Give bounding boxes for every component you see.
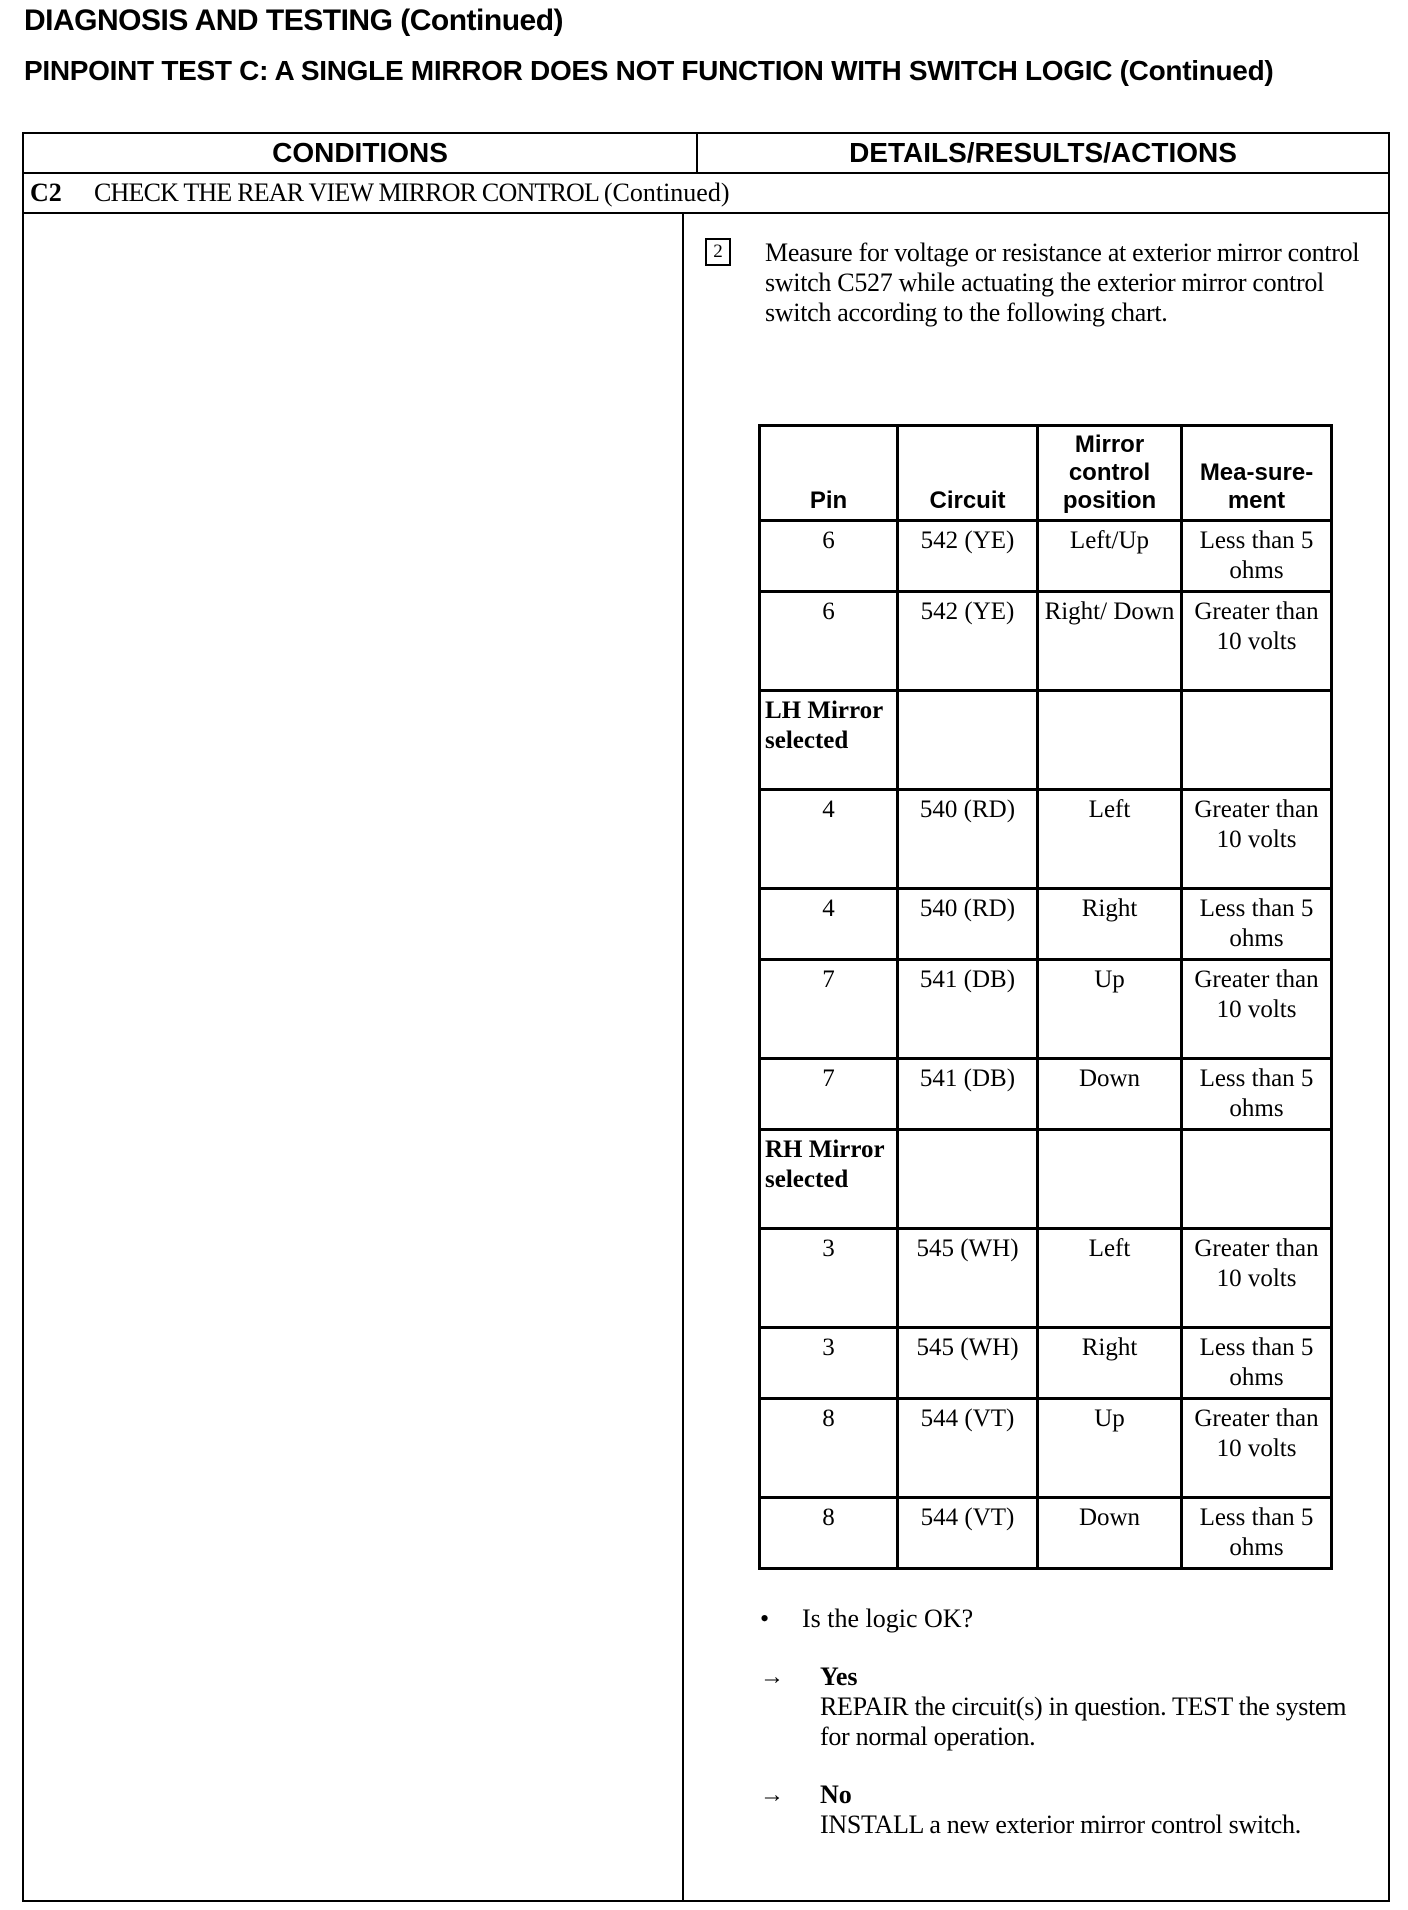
pin-cell: 7	[760, 1059, 898, 1130]
step-row	[24, 174, 1388, 214]
answer-label: No	[820, 1780, 852, 1809]
substep-instruction: Measure for voltage or resistance at exterior mirror control switch C527 while actuating the exterior mirror control switch according to the following chart.	[765, 238, 1360, 327]
circuit-cell: 541 (DB)	[898, 960, 1038, 1059]
section-label-cell: LH Mirror selected	[760, 691, 898, 790]
circuit-cell: 542 (YE)	[898, 521, 1038, 592]
circuit-cell: 545 (WH)	[898, 1229, 1038, 1328]
chart-row	[760, 1498, 1332, 1569]
pin-cell: 3	[760, 1229, 898, 1328]
position-cell: Right	[1038, 1328, 1182, 1399]
measurement-cell: Less than 5 ohms	[1182, 889, 1332, 960]
pin-cell: 4	[760, 790, 898, 889]
step-title	[94, 174, 730, 212]
measurement-cell: Greater than 10 volts	[1182, 1229, 1332, 1328]
measurement-cell: Less than 5 ohms	[1182, 1059, 1332, 1130]
circuit-cell: 540 (RD)	[898, 790, 1038, 889]
answer-label: Yes	[820, 1662, 858, 1691]
empty-cell	[898, 1130, 1038, 1229]
position-cell: Left/Up	[1038, 521, 1182, 592]
measurement-cell: Greater than 10 volts	[1182, 1399, 1332, 1498]
position-cell: Left	[1038, 1229, 1182, 1328]
arrow-right-icon: →	[760, 1664, 784, 1690]
chart-header-row	[760, 426, 1332, 521]
circuit-cell: 541 (DB)	[898, 1059, 1038, 1130]
pin-cell: 4	[760, 889, 898, 960]
pin-cell: 8	[760, 1498, 898, 1569]
measurement-cell: Less than 5 ohms	[1182, 521, 1332, 592]
circuit-cell: 544 (VT)	[898, 1498, 1038, 1569]
position-cell: Down	[1038, 1059, 1182, 1130]
position-cell: Up	[1038, 1399, 1182, 1498]
chart-section-row	[760, 1130, 1332, 1229]
pin-cell: 6	[760, 592, 898, 691]
details-column-header: DETAILS/RESULTS/ACTIONS	[849, 137, 1237, 168]
chart-row	[760, 889, 1332, 960]
chart-header-measurement: Mea-sure-ment	[1182, 426, 1332, 521]
pin-cell: 6	[760, 521, 898, 592]
empty-cell	[1038, 691, 1182, 790]
conditions-column	[24, 214, 684, 1900]
measurement-cell: Greater than 10 volts	[1182, 960, 1332, 1059]
chart-header-pin: Pin	[760, 426, 898, 521]
empty-cell	[1182, 1130, 1332, 1229]
pin-cell: 3	[760, 1328, 898, 1399]
chart-row	[760, 1399, 1332, 1498]
empty-cell	[1182, 691, 1332, 790]
section-label-cell: RH Mirror selected	[760, 1130, 898, 1229]
chart-row	[760, 1059, 1332, 1130]
column-header-row	[24, 134, 1388, 174]
answer-text: INSTALL a new exterior mirror control switch.	[820, 1810, 1301, 1839]
empty-cell	[1038, 1130, 1182, 1229]
circuit-cell: 540 (RD)	[898, 889, 1038, 960]
chart-row	[760, 1229, 1332, 1328]
question-text: Is the logic OK?	[802, 1604, 974, 1633]
measurement-cell: Less than 5 ohms	[1182, 1498, 1332, 1569]
measurement-cell: Greater than 10 volts	[1182, 592, 1332, 691]
arrow-right-icon: →	[760, 1782, 784, 1808]
position-cell: Right	[1038, 889, 1182, 960]
step-title-text: CHECK THE REAR VIEW MIRROR CONTROL	[94, 178, 599, 207]
pin-cell: 8	[760, 1399, 898, 1498]
chart-row	[760, 1328, 1332, 1399]
chart-header-position: Mirror control position	[1038, 426, 1182, 521]
pin-cell: 7	[760, 960, 898, 1059]
position-cell: Down	[1038, 1498, 1182, 1569]
circuit-cell: 544 (VT)	[898, 1399, 1038, 1498]
step-id: C2	[30, 178, 62, 207]
pinpoint-test-title: PINPOINT TEST C: A SINGLE MIRROR DOES NOT FUNCTION WITH SWITCH LOGIC (Continued)	[24, 55, 1274, 86]
circuit-cell: 545 (WH)	[898, 1328, 1038, 1399]
circuit-cell: 542 (YE)	[898, 592, 1038, 691]
position-cell: Up	[1038, 960, 1182, 1059]
step-continued: (Continued)	[603, 178, 730, 207]
chart-section-row	[760, 691, 1332, 790]
chart-row	[760, 960, 1332, 1059]
position-cell: Right/ Down	[1038, 592, 1182, 691]
chart-header-circuit: Circuit	[898, 426, 1038, 521]
conditions-column-header: CONDITIONS	[24, 134, 698, 172]
page-title: DIAGNOSIS AND TESTING (Continued)	[24, 4, 564, 37]
measurement-cell: Less than 5 ohms	[1182, 1328, 1332, 1399]
measurement-cell: Greater than 10 volts	[1182, 790, 1332, 889]
position-cell: Left	[1038, 790, 1182, 889]
measurement-chart	[758, 424, 1333, 1570]
empty-cell	[898, 691, 1038, 790]
bullet-icon: •	[760, 1604, 770, 1633]
substep-number-box: 2	[705, 238, 731, 266]
answer-text: REPAIR the circuit(s) in question. TEST the system for normal operation.	[820, 1692, 1347, 1751]
chart-row	[760, 790, 1332, 889]
chart-row	[760, 521, 1332, 592]
chart-row	[760, 592, 1332, 691]
